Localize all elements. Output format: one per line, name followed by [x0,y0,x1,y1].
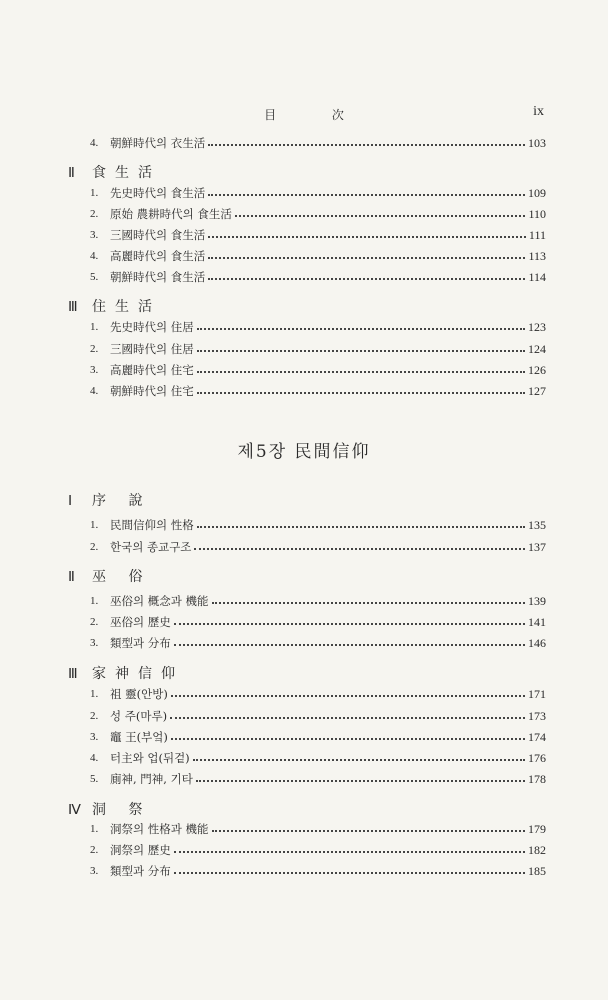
entry-number: 5. [90,271,99,283]
toc-entry [90,613,546,631]
entry-page: 171 [528,686,546,701]
entry-number: 3. [90,865,99,877]
dot-leader [197,349,525,352]
entry-number: 4. [90,752,99,764]
entry-number: 5. [90,773,99,785]
entry-title: 高麗時代의 住宅 [110,363,194,377]
entry-page: 139 [528,593,546,608]
entry-page: 141 [528,614,546,629]
dot-leader [196,779,525,782]
section-heading [68,663,184,683]
section-title: 巫 俗 [92,569,152,585]
toc-entry [90,318,546,336]
toc-entry [90,862,546,880]
entry-page: 123 [528,319,546,334]
entry-page: 174 [528,729,546,744]
entry-page: 185 [528,863,546,878]
entry-title: 洞祭의 性格과 機能 [110,822,209,836]
dot-leader [208,143,525,146]
dot-leader [212,829,525,832]
entry-number: 1. [90,823,99,835]
toc-entry [90,538,546,556]
dot-leader [197,525,525,528]
toc-entry [90,592,546,610]
entry-page: 124 [528,341,546,356]
entry-page: 178 [528,771,546,786]
page-number: ix [533,104,544,119]
toc-entry [90,205,546,223]
section-title: 洞 祭 [92,802,152,818]
toc-entry [90,247,546,265]
toc-entry [90,184,546,202]
dot-leader [208,193,525,196]
entry-page: 113 [528,248,546,263]
section-number: Ⅱ [68,166,75,181]
entry-number: 4. [90,250,99,262]
dot-leader [208,277,525,280]
dot-leader [174,643,525,646]
entry-number: 2. [90,208,99,220]
entry-title: 類型과 分布 [110,864,171,878]
entry-number: 4. [90,385,99,397]
section-title: 家神信仰 [92,666,184,682]
entry-number: 3. [90,731,99,743]
entry-page: 173 [528,708,546,723]
dot-leader [171,694,525,697]
toc-entry [90,634,546,652]
entry-number: 1. [90,519,99,531]
entry-title: 朝鮮時代의 住宅 [110,384,194,398]
toc-entry [90,268,546,286]
entry-title: 朝鮮時代의 食生活 [110,270,206,284]
toc-entry [90,728,546,746]
entry-page: 182 [528,842,546,857]
entry-title: 朝鮮時代의 衣生活 [110,136,206,150]
section-heading [68,799,151,819]
section-title: 食生活 [92,165,161,181]
entry-number: 1. [90,187,99,199]
dot-leader [208,256,525,259]
section-number: Ⅰ [68,494,73,509]
entry-number: 2. [90,343,99,355]
entry-page: 114 [528,269,546,284]
entry-number: 1. [90,321,99,333]
entry-title: 高麗時代의 食生活 [110,249,206,263]
chapter-title: 제5장 民間信仰 [237,442,371,462]
toc-entry [90,516,546,534]
entry-title: 三國時代의 住居 [110,342,194,356]
section-heading [68,296,161,316]
entry-title: 民間信仰의 性格 [110,518,194,532]
section-number: Ⅲ [68,667,78,682]
dot-leader [197,370,525,373]
dot-leader [170,716,525,719]
dot-leader [197,391,525,394]
running-header-title: 目 次 [264,108,370,122]
entry-page: 146 [528,635,546,650]
entry-number: 2. [90,541,99,553]
entry-title: 三國時代의 食生活 [110,228,206,242]
dot-leader [174,622,525,625]
section-heading [68,566,151,586]
entry-page: 110 [528,206,546,221]
section-title: 序 說 [92,493,152,509]
entry-title: 先史時代의 食生活 [110,186,206,200]
dot-leader [235,214,526,217]
entry-title: 터主와 업(뒤겉) [110,751,190,765]
section-number: Ⅲ [68,300,78,315]
entry-title: 祖 靈(안방) [110,687,168,701]
toc-entry [90,841,546,859]
entry-page: 111 [528,227,546,242]
dot-leader [171,737,525,740]
entry-page: 135 [528,517,546,532]
entry-title: 原始 農耕時代의 食生活 [110,207,232,221]
entry-title: 洞祭의 歷史 [110,843,171,857]
toc-entry [90,685,546,703]
entry-number: 3. [90,229,99,241]
section-heading [68,162,161,182]
toc-entry [90,340,546,358]
section-heading [68,490,151,510]
entry-title: 類型과 分布 [110,636,171,650]
entry-page: 179 [528,821,546,836]
entry-number: 3. [90,364,99,376]
entry-page: 103 [528,135,546,150]
entry-number: 2. [90,710,99,722]
entry-title: 한국의 종교구조 [110,540,192,554]
toc-entry [90,134,546,152]
entry-number: 2. [90,844,99,856]
entry-title: 先史時代의 住居 [110,320,194,334]
dot-leader [174,871,525,874]
entry-page: 109 [528,185,546,200]
entry-title: 巫俗의 歷史 [110,615,171,629]
dot-leader [174,850,525,853]
dot-leader [212,601,525,604]
toc-entry [90,707,546,725]
section-number: Ⅳ [68,803,81,818]
entry-page: 126 [528,362,546,377]
toc-entry [90,361,546,379]
entry-page: 127 [528,383,546,398]
dot-leader [194,547,525,550]
dot-leader [193,758,525,761]
entry-number: 1. [90,688,99,700]
dot-leader [208,235,526,238]
entry-title: 巫俗의 概念과 機能 [110,594,209,608]
section-number: Ⅱ [68,570,75,585]
entry-number: 4. [90,137,99,149]
entry-title: 성 주(마루) [110,709,168,723]
toc-entry [90,770,546,788]
entry-number: 3. [90,637,99,649]
entry-title: 廁神, 門神, 기타 [110,772,193,786]
entry-number: 1. [90,595,99,607]
entry-number: 2. [90,616,99,628]
toc-entry [90,226,546,244]
toc-entry [90,749,546,767]
dot-leader [197,327,525,330]
entry-page: 137 [528,539,546,554]
toc-entry [90,382,546,400]
entry-title: 竈 王(부엌) [110,730,168,744]
toc-entry [90,820,546,838]
entry-page: 176 [528,750,546,765]
section-title: 住生活 [92,299,161,315]
